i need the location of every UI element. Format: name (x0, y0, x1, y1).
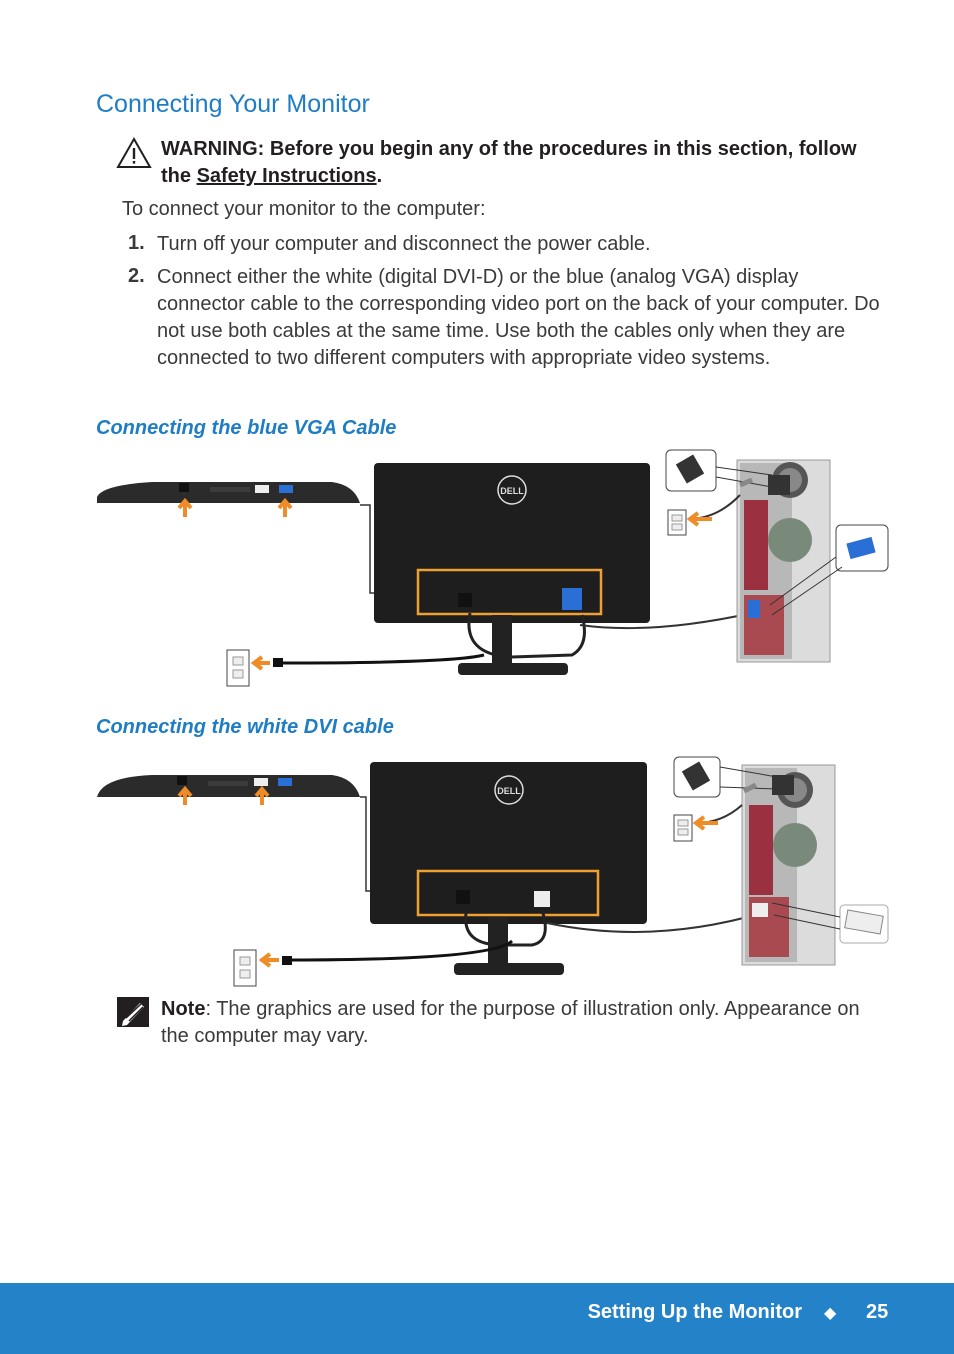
arrow-icon (279, 501, 291, 517)
arrow-icon (179, 501, 191, 517)
arrow-icon (254, 657, 270, 669)
note-label: Note (161, 998, 206, 1020)
diamond-separator-icon: ◆ (824, 1305, 837, 1322)
note-text: : The graphics are used for the purpose of illustration only. Appearance on the computer may vary. (161, 998, 860, 1047)
wall-outlet-icon (234, 950, 256, 986)
step-text: Connect either the white (digital DVI-D) or the blue (analog VGA) display connector cable to the corresponding video port on the back of your computer. Do not use both cables at the same time. Use both the cables only when they are connected to two different computers with appropriate video systems. (157, 266, 880, 369)
page-number: 25 (866, 1301, 889, 1323)
note-message (161, 996, 881, 1050)
warning-message (161, 136, 881, 190)
vga-connection-diagram (92, 445, 896, 695)
dell-logo-text: DELL (500, 486, 524, 496)
vga-section-heading: Connecting the blue VGA Cable (96, 417, 397, 439)
monitor-bottom-view (97, 482, 360, 503)
dell-logo-text: DELL (497, 786, 521, 796)
arrow-icon (696, 817, 718, 829)
dvi-section-heading: Connecting the white DVI cable (96, 716, 394, 738)
note-pencil-icon (116, 996, 150, 1028)
page-title: Connecting Your Monitor (96, 90, 370, 118)
step-number: 1. (128, 232, 145, 254)
step-text: Turn off your computer and disconnect the power cable. (157, 233, 651, 255)
wall-outlet-icon (668, 510, 686, 535)
warning-text: WARNING: Before you begin any of the procedures in this section, follow the (161, 138, 857, 187)
warning-suffix: . (376, 165, 383, 187)
wall-outlet-icon (227, 650, 249, 686)
dvi-connection-diagram (92, 745, 896, 990)
step-number: 2. (128, 265, 145, 287)
footer-section-title: Setting Up the Monitor (587, 1301, 802, 1323)
wall-outlet-icon (674, 815, 692, 841)
safety-instructions-link[interactable]: Safety Instructions (196, 165, 377, 187)
intro-text: To connect your monitor to the computer: (122, 198, 486, 220)
warning-triangle-icon (116, 137, 152, 169)
arrow-icon (262, 954, 279, 966)
page-footer (0, 1283, 954, 1354)
